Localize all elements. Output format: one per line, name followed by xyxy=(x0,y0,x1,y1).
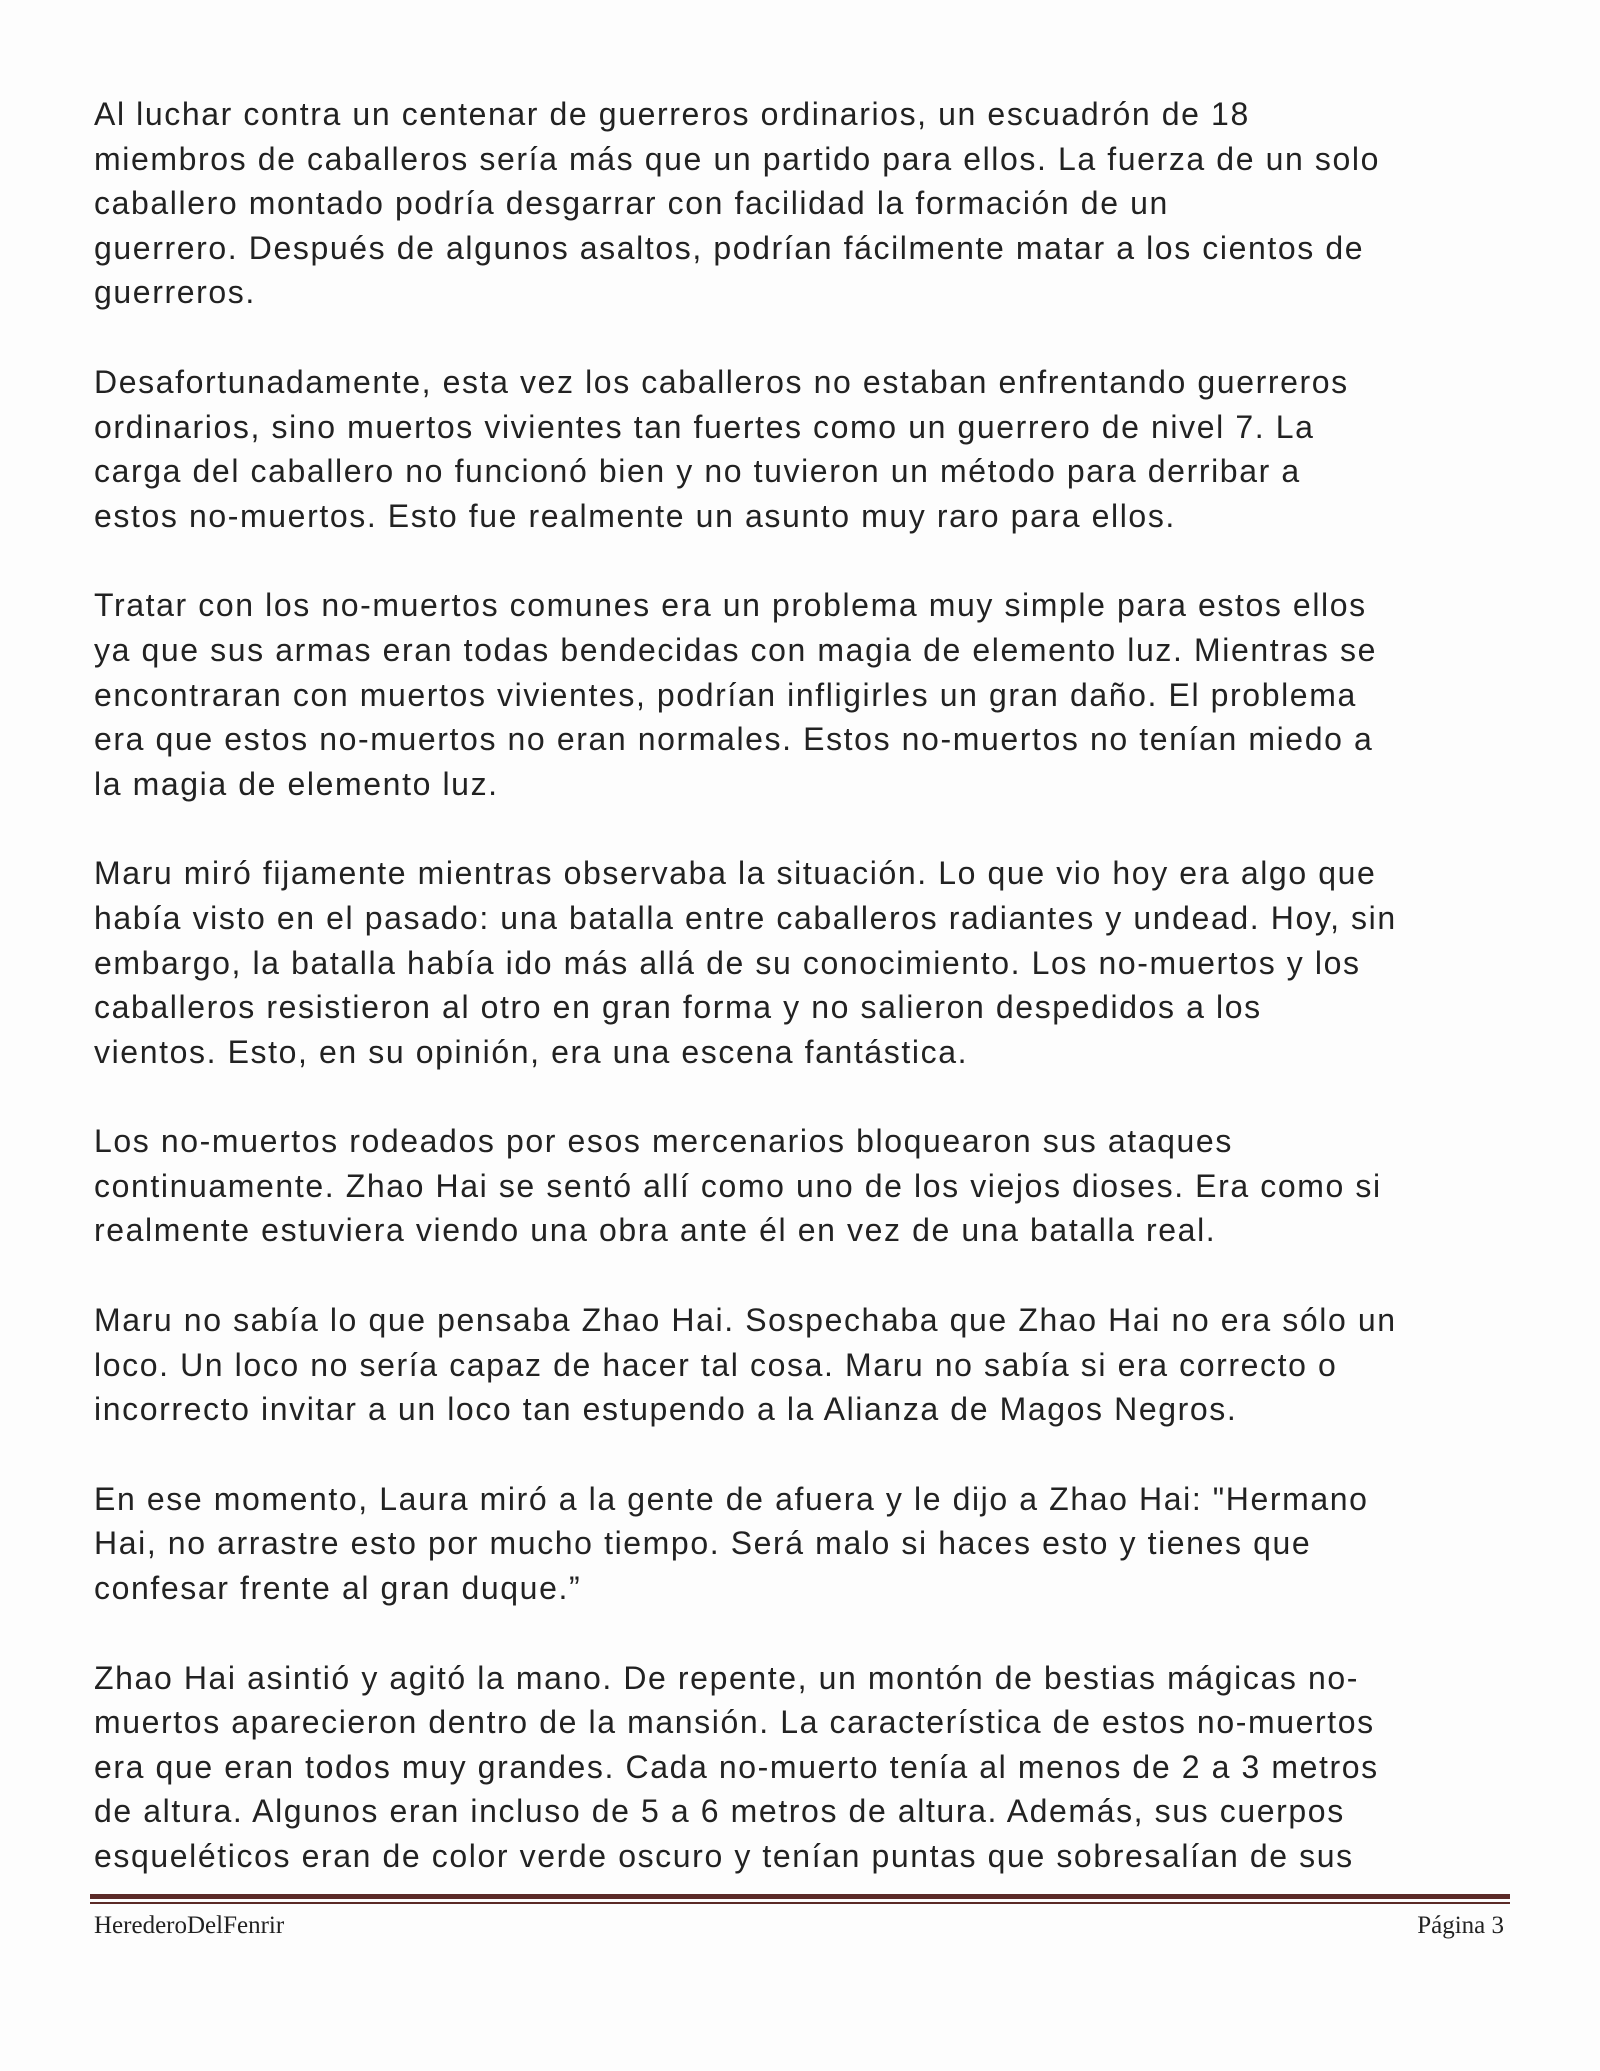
page-number: Página 3 xyxy=(1417,1912,1504,1939)
paragraph xyxy=(94,851,1524,1074)
text-line: embargo, la batalla había ido más allá de su conocimiento. Los no-muertos y los xyxy=(94,944,1361,981)
body-text xyxy=(94,92,1524,1924)
text-line: confesar frente al gran duque.” xyxy=(94,1570,582,1607)
text-line: guerrero. Después de algunos asaltos, podrían fácilmente matar a los cientos de xyxy=(94,229,1365,266)
text-line: Zhao Hai asintió y agitó la mano. De repente, un montón de bestias mágicas no- xyxy=(94,1659,1360,1696)
text-line: esqueléticos eran de color verde oscuro y tenían puntas que sobresalían de sus xyxy=(94,1838,1354,1874)
footer-divider xyxy=(90,1894,1510,1904)
text-line: loco. Un loco no sería capaz de hacer tal cosa. Maru no sabía si era correcto o xyxy=(94,1346,1338,1383)
paragraph xyxy=(94,1298,1524,1432)
text-line: caballeros resistieron al otro en gran forma y no salieron despedidos a los xyxy=(94,989,1262,1026)
text-line: Desafortunadamente, esta vez los caballeros no estaban enfrentando guerreros xyxy=(94,363,1349,400)
text-line: incorrecto invitar a un loco tan estupendo a la Alianza de Magos Negros. xyxy=(94,1391,1238,1428)
paragraph xyxy=(94,1477,1524,1611)
text-line: Tratar con los no-muertos comunes era un problema muy simple para estos ellos xyxy=(94,587,1367,624)
text-line: guerreros. xyxy=(94,274,256,311)
text-line: ya que sus armas eran todas bendecidas con magia de elemento luz. Mientras se xyxy=(94,631,1377,668)
text-line: era que estos no-muertos no eran normales. Estos no-muertos no tenían miedo a xyxy=(94,721,1374,758)
text-line: encontraran con muertos vivientes, podrían infligirles un gran daño. El problema xyxy=(94,676,1357,713)
paragraph xyxy=(94,1119,1524,1253)
text-line: carga del caballero no funcionó bien y no tuvieron un método para derribar a xyxy=(94,453,1301,490)
text-line: Hai, no arrastre esto por mucho tiempo. Será malo si haces esto y tienes que xyxy=(94,1525,1312,1562)
text-line: Al luchar contra un centenar de guerreros ordinarios, un escuadrón de 18 xyxy=(94,96,1250,132)
paragraph xyxy=(94,360,1524,538)
text-line: de altura. Algunos eran incluso de 5 a 6 metros de altura. Además, sus cuerpos xyxy=(94,1793,1345,1830)
footer-divider-thick xyxy=(90,1894,1510,1899)
footer-author: HerederoDelFenrir xyxy=(94,1912,285,1939)
text-line: continuamente. Zhao Hai se sentó allí como uno de los viejos dioses. Era como si xyxy=(94,1167,1382,1204)
text-line: realmente estuviera viendo una obra ante él en vez de una batalla real. xyxy=(94,1212,1217,1249)
text-line: Maru no sabía lo que pensaba Zhao Hai. Sospechaba que Zhao Hai no era sólo un xyxy=(94,1302,1397,1339)
paragraph xyxy=(94,1656,1524,1879)
text-line: estos no-muertos. Esto fue realmente un asunto muy raro para ellos. xyxy=(94,497,1176,534)
footer-divider-thin xyxy=(90,1902,1510,1904)
text-line: era que eran todos muy grandes. Cada no-muerto tenía al menos de 2 a 3 metros xyxy=(94,1748,1379,1785)
text-line: ordinarios, sino muertos vivientes tan fuertes como un guerrero de nivel 7. La xyxy=(94,408,1315,445)
text-line: caballero montado podría desgarrar con facilidad la formación de un xyxy=(94,185,1169,222)
text-line: Los no-muertos rodeados por esos mercenarios bloquearon sus ataques xyxy=(94,1123,1233,1160)
text-line: Maru miró fijamente mientras observaba la situación. Lo que vio hoy era algo que xyxy=(94,855,1377,892)
text-line: había visto en el pasado: una batalla entre caballeros radiantes y undead. Hoy, sin xyxy=(94,899,1397,936)
paragraph xyxy=(94,92,1524,315)
text-line: En ese momento, Laura miró a la gente de afuera y le dijo a Zhao Hai: "Hermano xyxy=(94,1480,1369,1517)
text-line: la magia de elemento luz. xyxy=(94,765,499,802)
text-line: vientos. Esto, en su opinión, era una escena fantástica. xyxy=(94,1033,969,1070)
text-line: muertos aparecieron dentro de la mansión. La característica de estos no-muertos xyxy=(94,1704,1375,1741)
text-line: miembros de caballeros sería más que un partido para ellos. La fuerza de un solo xyxy=(94,140,1380,177)
paragraph xyxy=(94,583,1524,806)
